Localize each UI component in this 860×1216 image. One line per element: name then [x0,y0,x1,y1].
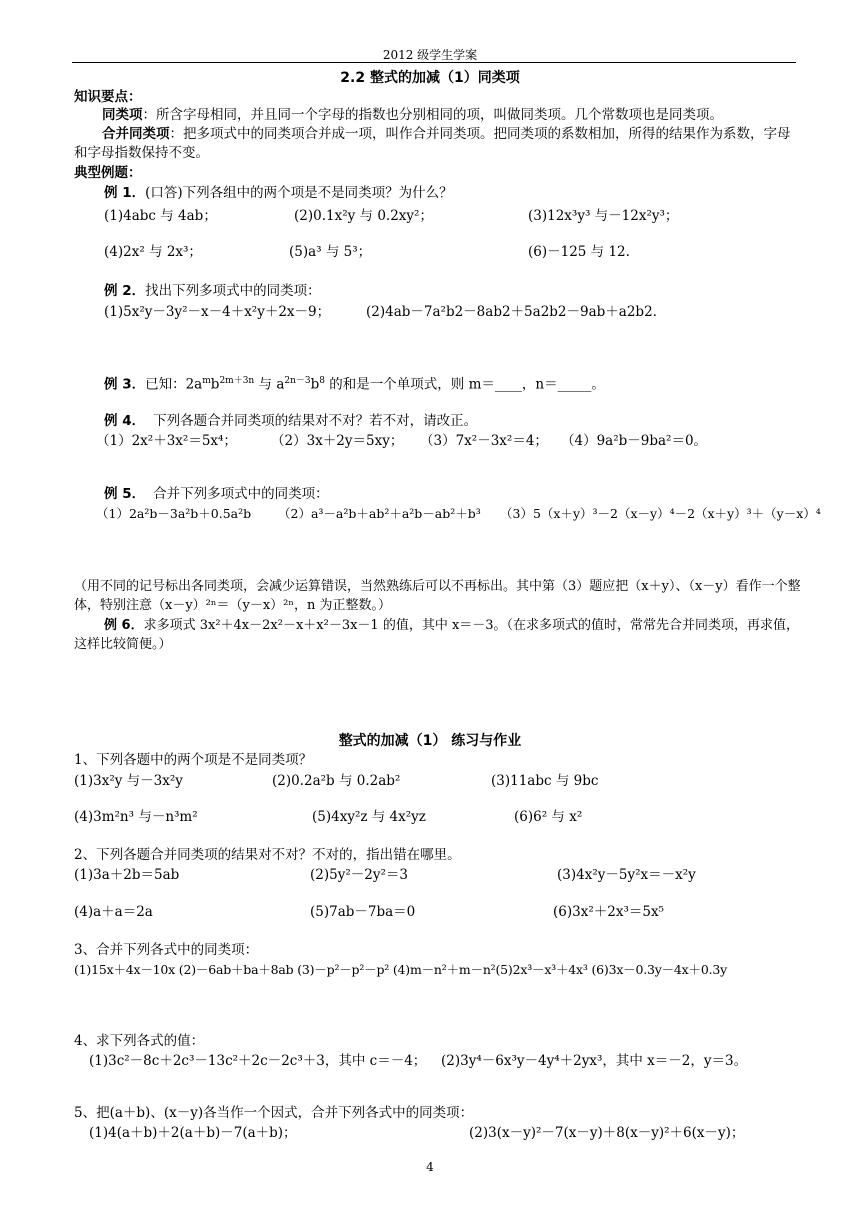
example-3-text: 与 a [254,376,285,393]
exponent: 2n－3 [284,376,311,386]
page-number: 4 [426,1160,434,1174]
example-1-item: (4)2x² 与 2x³； [104,244,202,260]
question-1-item: (5)4xy²z 与 4x²yz [312,809,426,825]
question-2-prompt: 2、下列各题合并同类项的结果对不对？不对的，指出错在哪里。 [74,847,461,863]
example-1-item: (1)4abc 与 4ab； [104,208,217,224]
example-6-label: 例 6． [104,618,144,633]
example-1-item: (6)－125 与 12. [528,244,630,260]
example-1-item: (3)12x³y³ 与－12x²y³； [528,208,679,224]
question-1-prompt: 1、下列各题中的两个项是不是同类项？ [74,752,313,768]
example-6-text: 求多项式 3x²＋4x－2x²－x＋x²－3x－1 的值，其中 x＝－3。（在求多项式的值时，常常先合并同类项，再求值，这样比较简便。） [74,618,800,652]
def2-text: ：把多项式中的同类项合并成一项，叫作合并同类项。把同类项的系数相加，所得的结果作为系数，字母和字母指数保持不变。 [74,126,791,161]
example-1-prompt [104,184,453,202]
def1-text: ：所含字母相同，并且同一个字母的指数也分别相同的项，叫做同类项。几个常数项也是同类项。 [142,107,723,123]
question-1-item: (3)11abc 与 9bc [491,773,599,789]
example-3-text: 已知：2a [145,376,203,393]
lesson-title: 2.2 整式的加减（1）同类项 [340,70,520,86]
example-1-item: (2)0.1x²y 与 0.2xy²； [294,208,433,224]
examples-heading: 典型例题： [74,165,142,181]
example-5-label: 例 5． [104,486,146,502]
question-2-item: (4)a＋a＝2a [74,904,153,920]
question-3-prompt: 3、合并下列各式中的同类项： [74,942,259,958]
question-5-item: (2)3(x－y)²－7(x－y)＋8(x－y)²＋6(x－y)； [469,1125,745,1141]
question-5-item: (1)4(a＋b)＋2(a＋b)－7(a＋b)； [89,1125,297,1141]
question-1-item: (4)3m²n³ 与－n³m² [74,809,198,825]
question-1-item: (1)3x²y 与－3x²y [74,773,183,789]
header-rule [72,62,796,63]
example-6 [74,616,802,654]
definition-like-terms [74,106,802,125]
question-1-item: (2)0.2a²b 与 0.2ab² [272,773,401,789]
example-3-text: b [310,376,320,393]
example-4-item: （3）7x²－3x²＝4； [420,433,548,449]
example-2-label: 例 2． [104,283,146,299]
question-2-item: (3)4x²y－5y²x＝－x²y [557,867,696,883]
def1-term: 同类项 [102,107,143,123]
question-4-item: (2)3y⁴－6x³y－4y⁴＋2yx³，其中 x＝－2，y＝3。 [441,1053,748,1069]
example-5-item: （2）a³－a²b＋ab²＋a²b－ab²＋b³ [278,506,481,521]
example-1-label: 例 1． [104,185,146,201]
question-1-item: (6)6² 与 x² [514,809,583,825]
question-4-prompt: 4、求下列各式的值： [74,1033,205,1049]
example-3-text: b [210,376,220,393]
question-5-prompt: 5、把(a＋b)、(x－y)各当作一个因式，合并下列各式中的同类项： [74,1105,474,1121]
example-5-text: 合并下列多项式中的同类项： [153,486,329,502]
knowledge-heading: 知识要点： [74,89,142,105]
example-3 [104,372,605,394]
example-2-text: 找出下列多项式中的同类项： [145,283,321,299]
example-1-item: (5)a³ 与 5³； [289,244,372,260]
example-4-prompt [104,412,477,430]
example-2-item: (2)4ab－7a²b2－8ab2＋5a2b2－9ab＋a2b2. [366,304,657,320]
example-5-prompt [104,485,329,503]
exponent: 2m＋3n [219,376,255,386]
example-4-item: （2）3x＋2y＝5xy； [271,433,404,449]
question-2-item: (1)3a＋2b＝5ab [74,867,180,883]
example-4-item: （1）2x²＋3x²＝5x⁴； [96,433,237,449]
question-2-item: (2)5y²－2y²＝3 [310,867,408,883]
question-4-item: (1)3c²－8c＋2c³－13c²＋2c－2c³＋3，其中 c＝－4； [89,1053,427,1069]
def2-term: 合并同类项 [102,126,170,142]
example-3-label: 例 3． [104,376,146,393]
definition-combine [74,125,802,163]
example-5-item: （3）5（x＋y）³－2（x－y）⁴－2（x＋y）³＋（y－x）⁴ [500,506,821,521]
example-4-label: 例 4． [104,413,146,429]
exponent: m [202,376,211,386]
question-2-item: (6)3x²＋2x³＝5x⁵ [553,904,664,920]
example-5-item: （1）2a²b－3a²b＋0.5a²b [96,506,252,521]
note-paragraph: （用不同的记号标出各同类项，会减少运算错误，当然熟练后可以不再标出。其中第（3）题应把（x＋y）、（x－y）看作一个整体，特别注意（x－y）²ⁿ＝（y－x）²ⁿ，n 为正整数。） [74,579,801,613]
example-3-text: 的和是一个单项式，则 m＝____，n＝_____。 [325,376,605,393]
exponent: 8 [319,376,326,386]
example-2-item: (1)5x²y－3y²－x－4＋x²y＋2x－9； [104,304,331,320]
practice-title: 整式的加减（1） 练习与作业 [338,733,522,749]
example-2-prompt [104,282,321,300]
example-1-text: (口答)下列各组中的两个项是不是同类项？为什么？ [145,185,453,201]
question-2-item: (5)7ab－7ba＝0 [310,904,416,920]
example-4-item: （4）9a²b－9ba²＝0。 [561,433,708,449]
example-4-text: 下列各题合并同类项的结果对不对？若不对，请改正。 [153,413,478,429]
question-3-items: (1)15x＋4x－10x (2)－6ab＋ba＋8ab (3)－p²－p²－p² (4)m－n²＋m－n²(5)2x³－x³＋4x³ (6)3x－0.3y－4x＋0.3y [74,962,727,977]
page-header: 2012 级学生学案 [382,48,478,62]
